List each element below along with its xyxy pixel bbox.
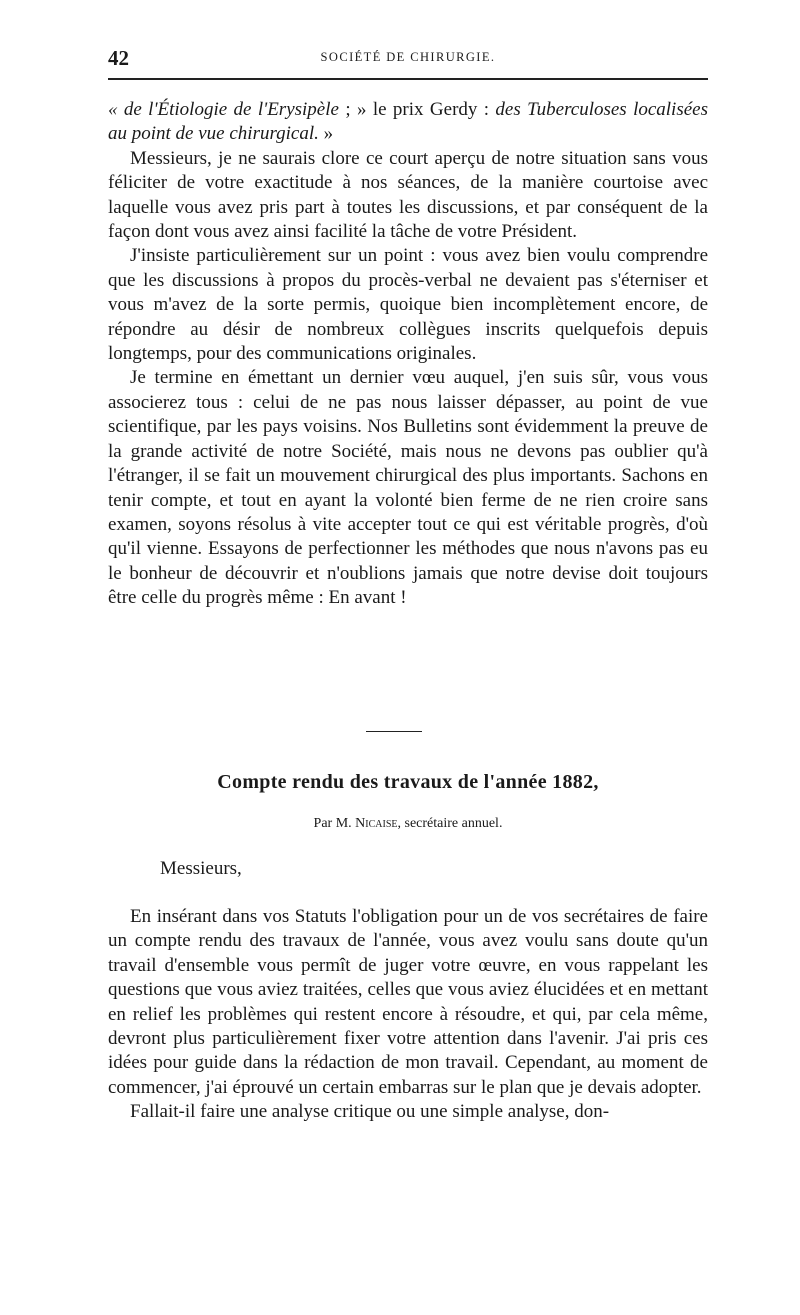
paragraph-thanks: Messieurs, je ne saurais clore ce court aperçu de notre situation sans vous féliciter de votre exactitude à nos séances, de la manière courtoise avec laquelle vous avez pris part à toutes les discussions, et par conséquent de la façon dont vous avez ainsi facilité la tâche de votre Président. xyxy=(108,147,708,243)
paragraph-final-wish: Je termine en émettant un dernier vœu auquel, j'en suis sûr, vous vous associerez tous : celui de ne pas nous laisser dépasser, au point de vue scientifique, par les pays voisins. Nos Bulletins sont évidemment la preuve de la grande activité de notre Société, mais nous ne devons pas oublier qu'à l'étranger, il se fait un mouvement chirurgical des plus importants. Sachons en tenir compte, et tout en ayant la volonté bien ferme de ne rien croire sans examen, soyons résolus à vite accepter tout ce qui est véritable progrès, d'où qu'il vienne. Essayons de perfectionner les méthodes que nous n'avons pas eu le bonheur de découvrir et n'oublions jamais que notre devise doit toujours être celle du progrès même : En avant ! xyxy=(108,367,708,609)
closing-quote: » xyxy=(318,123,334,145)
section-compte-rendu xyxy=(108,905,708,1125)
prize-gerdy-label: ; » le prix Gerdy : xyxy=(338,99,496,120)
prize-title-erysipele: « de l'Étiologie de l'Erysipèle xyxy=(108,99,339,120)
paragraph-prizes-continuation xyxy=(108,98,708,147)
paragraph-analyse: Fallait-il faire une analyse critique ou une simple analyse, don- xyxy=(130,1101,610,1123)
prize-title-tuberculoses: des Tuberculoses localisées au point de vue chirurgical. xyxy=(108,99,708,145)
header-rule xyxy=(108,78,708,80)
section-title: Compte rendu des travaux de l'année 1882, xyxy=(217,771,599,793)
paragraph-statuts: En insérant dans vos Statuts l'obligation pour un de vos secrétaires de faire un compte rendu des travaux de l'année, vous avez voulu sans doute qu'un travail d'ensemble vous permît de juger votre œuvre, en vous rappelant les questions que vous aviez traitées, celles que vous aviez élucidées et en mettant en relief les problèmes qui restent encore à résoudre, et qui, par cela même, devront plus particulièrement fixer votre attention dans l'avenir. J'ai pris ces idées pour guide dans la rédaction de mon travail. Cependant, au moment de commencer, j'ai éprouvé un certain embarras sur le plan que je devais adopter. xyxy=(108,906,708,1098)
page-header xyxy=(108,44,708,74)
paragraph-proces-verbal: J'insiste particulièrement sur un point : vous avez bien voulu comprendre que les discussions à propos du procès-verbal ne devaient pas s'éterniser et vous m'avez de la sorte permis, quoique bien incomplètement encore, de répondre au désir de nombreux collègues inscrits quelquefois depuis longtemps, pour des communications originales. xyxy=(108,245,708,365)
running-head: SOCIÉTÉ DE CHIRURGIE. xyxy=(320,50,496,64)
byline-suffix: , secrétaire annuel. xyxy=(397,816,503,831)
section-separator xyxy=(366,731,422,732)
page-number: 42 xyxy=(108,46,129,70)
byline-author: Nicaise xyxy=(355,816,398,831)
section-presidential-address xyxy=(108,98,708,611)
byline xyxy=(108,816,708,832)
salutation: Messieurs, xyxy=(160,858,242,879)
byline-prefix: Par M. xyxy=(313,816,356,831)
